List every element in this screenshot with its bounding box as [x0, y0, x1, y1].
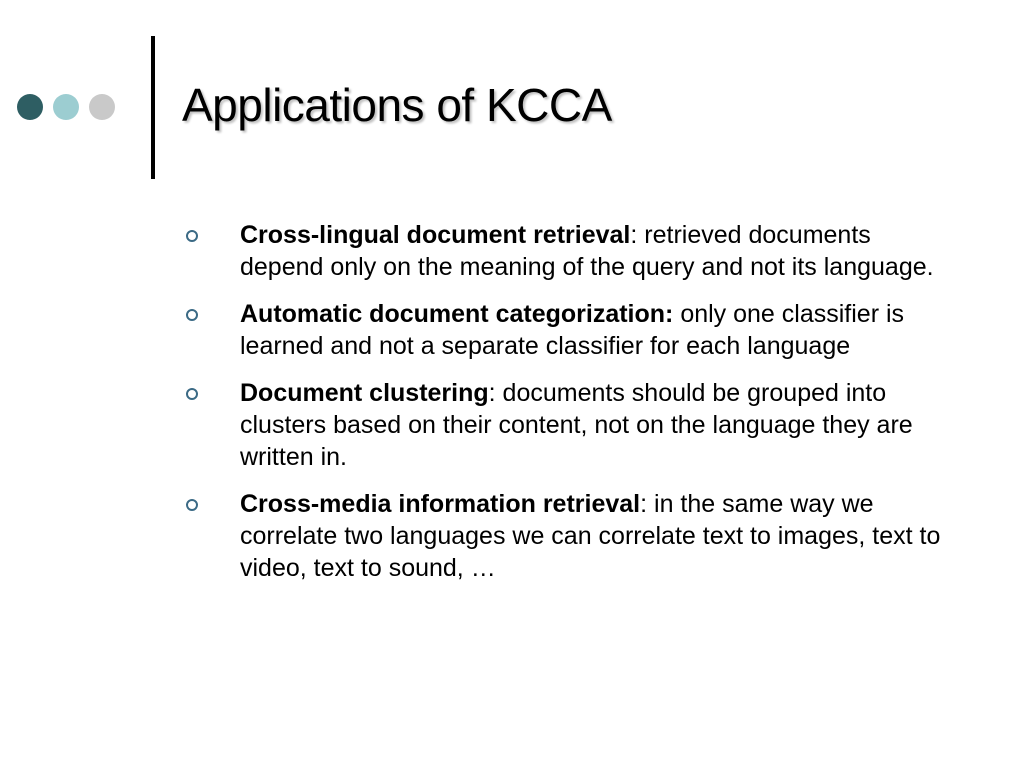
bullet-item: [186, 377, 966, 473]
bullet-item: [186, 219, 966, 283]
bullet-text: [240, 298, 952, 362]
bullet-term: Automatic document categorization:: [240, 300, 674, 328]
bullet-list: [186, 219, 966, 599]
bullet-item: [186, 298, 966, 362]
dark-teal-dot-icon: [17, 94, 43, 120]
bullet-term: Cross-lingual document retrieval: [240, 221, 631, 249]
bullet-item: [186, 488, 966, 584]
title-divider: [151, 36, 155, 179]
bullet-text: [240, 219, 952, 283]
ring-bullet-icon: [186, 298, 240, 331]
bullet-term: Cross-media information retrieval: [240, 490, 641, 518]
ring-bullet-icon: [186, 219, 240, 252]
bullet-text: [240, 488, 952, 584]
light-teal-dot-icon: [53, 94, 79, 120]
bullet-description: : in the same way we correlate two languages we can correlate text to images, text to video, text to sound, …: [240, 490, 941, 582]
ring-bullet-icon: [186, 377, 240, 410]
bullet-description: : documents should be grouped into clusters based on their content, not on the language they are written in.: [240, 379, 913, 471]
slide-title: Applications of KCCA: [182, 79, 612, 131]
gray-dot-icon: [89, 94, 115, 120]
decorative-dots: [17, 94, 115, 120]
ring-bullet-icon: [186, 488, 240, 521]
bullet-description: only one classifier is learned and not a separate classifier for each language: [240, 300, 905, 360]
bullet-description: : retrieved documents depend only on the meaning of the query and not its language.: [240, 221, 934, 281]
bullet-term: Document clustering: [240, 379, 489, 407]
bullet-text: [240, 377, 952, 473]
